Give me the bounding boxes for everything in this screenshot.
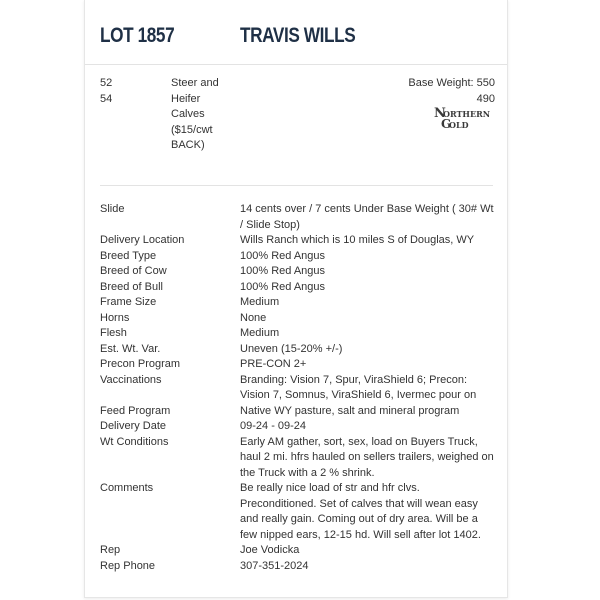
northern-gold-logo [433, 106, 497, 130]
detail-value: 100% Red Angus [240, 265, 326, 277]
detail-label: Vaccinations [100, 373, 162, 386]
lot-card [84, 0, 508, 598]
detail-value: 100% Red Angus [240, 249, 326, 262]
detail-value: Native WY pasture, salt and mineral program [240, 404, 460, 417]
detail-row [100, 481, 498, 543]
detail-value: Branding: Vision 7, Spur, ViraShield 6; Precon: Vision 7, Somnus, ViraShield 6, Ivermec pour on [240, 373, 477, 401]
detail-row [100, 559, 498, 575]
detail-label: Breed of Cow [100, 265, 167, 277]
detail-row [100, 326, 498, 342]
head-count-heifers: 54 [100, 92, 113, 105]
detail-row [100, 264, 498, 280]
detail-value: Medium [240, 327, 280, 339]
detail-label: Horns [100, 311, 130, 324]
detail-label: Delivery Date [100, 420, 167, 432]
svg-text:OLD: OLD [449, 120, 469, 130]
second-weight: 490 [476, 92, 495, 105]
detail-row [100, 280, 498, 296]
detail-row [100, 404, 498, 420]
detail-value: 09-24 - 09-24 [240, 420, 307, 432]
detail-row [100, 311, 498, 327]
detail-row [100, 357, 498, 373]
cattle-description: Steer and Heifer Calves ($15/cwt BACK) [171, 77, 219, 151]
detail-value: 14 cents over / 7 cents Under Base Weight ( 30# Wt / Slide Stop) [240, 203, 494, 231]
detail-label: Precon Program [100, 358, 181, 370]
detail-value: 307-351-2024 [240, 559, 309, 572]
detail-label: Rep [100, 544, 121, 556]
detail-label: Comments [100, 482, 154, 494]
detail-label: Rep Phone [100, 559, 156, 572]
lot-header [85, 0, 507, 65]
detail-row [100, 342, 498, 358]
detail-label: Est. Wt. Var. [100, 342, 161, 355]
svg-text:ORTHERN: ORTHERN [443, 109, 491, 119]
detail-value: None [240, 311, 267, 324]
detail-value: PRE-CON 2+ [240, 358, 307, 370]
detail-row [100, 295, 498, 311]
detail-label: Delivery Location [100, 234, 185, 246]
detail-value: Medium [240, 296, 280, 308]
detail-label: Slide [100, 203, 125, 215]
detail-label: Feed Program [100, 404, 171, 417]
base-weight: Base Weight: 550 [408, 77, 495, 89]
detail-label: Breed Type [100, 249, 157, 262]
svg-text:G: G [441, 117, 452, 130]
detail-value: Joe Vodicka [240, 544, 300, 556]
svg-text:N: N [434, 106, 446, 121]
detail-row [100, 373, 498, 404]
detail-row [100, 419, 498, 435]
lot-details [100, 202, 498, 574]
lot-number: LOT 1857 [100, 24, 175, 47]
detail-row [100, 543, 498, 559]
detail-label: Breed of Bull [100, 280, 163, 293]
detail-value: 100% Red Angus [240, 280, 326, 293]
detail-row [100, 202, 498, 233]
detail-value: Be really nice load of str and hfr clvs. Preconditioned. Set of calves that will wean easy and really gain. Coming out of dry area. Will be a few nipped ears, 12-15 hd. Will sell after lot 1402. [240, 482, 481, 541]
detail-label: Wt Conditions [100, 435, 169, 448]
detail-row [100, 249, 498, 265]
detail-row [100, 435, 498, 482]
head-counts [100, 76, 112, 107]
detail-value: Early AM gather, sort, sex, load on Buyers Truck, haul 2 mi. hfrs hauled on sellers trailers, weighed on the Truck with a 2 % shrink. [240, 435, 494, 479]
detail-row [100, 233, 498, 249]
section-divider [100, 185, 493, 186]
detail-label: Flesh [100, 327, 127, 339]
weights [408, 76, 495, 107]
head-count-steers: 52 [100, 77, 113, 89]
detail-label: Frame Size [100, 296, 157, 308]
detail-value: Wills Ranch which is 10 miles S of Douglas, WY [240, 234, 475, 246]
detail-value: Uneven (15-20% +/-) [240, 342, 343, 355]
seller-name: TRAVIS WILLS [240, 24, 356, 47]
